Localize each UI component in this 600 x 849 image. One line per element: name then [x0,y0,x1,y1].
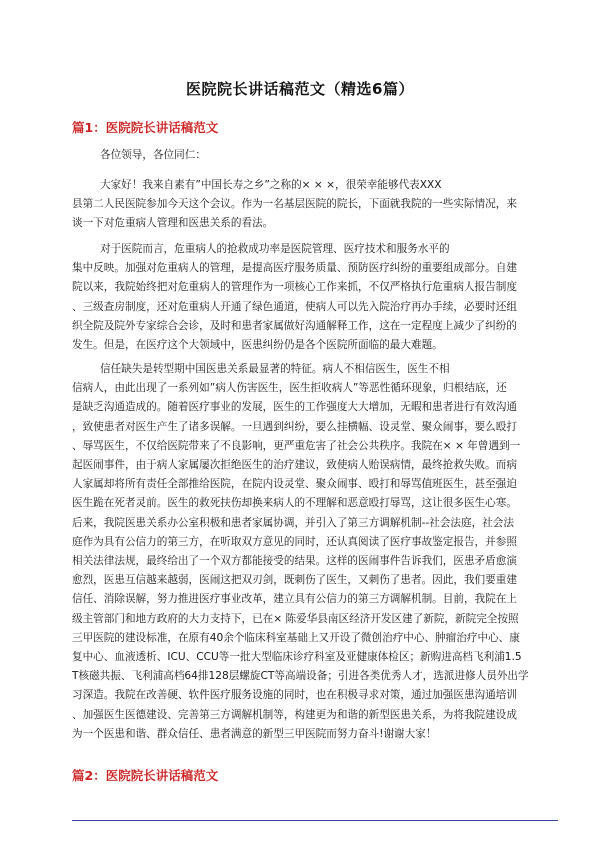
paragraph-line: 庭作为具有公信力的第三方，在听取双方意见的同时，还认真阅读了医疗事故鉴定报告，并参照 [72,535,517,548]
greeting-line: 各位领导，各位同仁： [100,149,206,161]
paragraph-3 [72,360,558,744]
paragraph-line: 发生。但是，在医疗这个大领域中，医患纠纷仍是各个医院所面临的最大难题。 [72,339,443,352]
paragraph-line: 相关法律法规，最终给出了一个双方都能接受的结果。这样的医闹事件告诉我们，医患矛盾愈演 [72,555,517,568]
section-1-heading: 篇1：医院院长讲话稿范文 [72,120,219,135]
paragraph-line: 三甲医院的建设标准，在原有40余个临床科室基础上又开设了微创治疗中心、肿瘤治疗中心、康 [72,631,520,644]
paragraph-line: 谈一下对危重病人管理和医患关系的看法。 [72,217,274,230]
paragraph-line: ，致使患者对医生产生了诸多误解。一旦遇到纠纷，要么挂横幅、设灵堂、聚众闹事，要么殴打 [72,420,517,433]
paragraph-line: 大家好！我来自素有”中国长寿之乡”之称的× × ×，很荣幸能够代表XXX [100,179,442,191]
paragraph-line: 信病人，由此出现了一系列如”病人伤害医生，医生拒收病人”等恶性循环现象，归根结底，还 [72,382,507,395]
paragraph-line: 起医闹事件，由于病人家属屡次拒绝医生的治疗建议，致使病人贻误病情，最终抢救失败。而病 [72,459,517,472]
paragraph-line: 级主管部门和地方政府的大力支持下，已在× 陈爱华县南区经济开发区建了新院，新院完全按照 [72,612,519,625]
paragraph-2 [72,240,558,355]
paragraph-line: 医生跪在死者灵前。医生的救死扶伤却换来病人的不理解和恶意殴打辱骂，这让很多医生心寒。 [72,497,517,510]
paragraph-line: 信任、消除误解，努力推进医疗事业改革，建立具有公信力的第三方调解机制。目前，我院在上 [72,593,517,606]
paragraph-line: T核磁共振、飞利浦高档64排128层螺旋CT等高端设备；引进各类优秀人才，选派进修人员外出学 [72,670,529,683]
paragraph-line: 复中心、血液透析、ICU、CCU等一批大型临床诊疗科室及亚健康体检区；新购进高档飞利浦1.5 [72,651,522,664]
paragraph-line: 愈烈，医患互信越来越弱，医闹这把双刃剑，既刺伤了医生，又刺伤了患者。因此，我们要重建 [72,574,517,587]
paragraph-line: 织全院及院外专家综合会诊，及时和患者家属做好沟通解释工作，这在一定程度上减少了纠纷的 [72,319,517,332]
paragraph-line: 县第二人民医院参加今天这个会议。作为一名基层医院的院长，下面就我院的一些实际情况，来 [72,198,517,211]
paragraph-line: 习深造。我院在改善硬、软件医疗服务设施的同时，也在积极寻求对策，通过加强医患沟通培训 [72,689,517,702]
paragraph-line: 信任缺失是转型期中国医患关系最显著的特征。病人不相信医生，医生不相 [100,363,450,375]
bottom-divider [72,820,558,821]
paragraph-line: 院以来，我院始终把对危重病人的管理作为一项核心工作来抓，不仅严格执行危重病人报告制度 [72,281,517,294]
paragraph-line: 、辱骂医生，不仅给医院带来了不良影响，更严重危害了社会公共秩序。我院在× × 年曾遇到一 [72,439,521,452]
document-title: 医院院长讲话稿范文（精选6篇） [186,80,414,98]
greeting [100,146,540,165]
paragraph-line: 为一个医患和谐、群众信任、患者满意的新型三甲医院而努力奋斗!谢谢大家！ [72,727,437,740]
paragraph-line: 、三级查房制度，还对危重病人开通了绿色通道，使病人可以先入院治疗再办手续，必要时还组 [72,300,517,313]
paragraph-1 [72,176,558,234]
section-2-heading: 篇2：医院院长讲话稿范文 [72,768,219,783]
paragraph-line: 人家属却将所有责任全部推给医院，在院内设灵堂、聚众闹事、殴打和辱骂值班医生，甚至强迫 [72,478,517,491]
paragraph-line: 集中反映。加强对危重病人的管理，是提高医疗服务质量、预防医疗纠纷的重要组成部分。自建 [72,262,517,275]
paragraph-line: 是缺乏沟通造成的。随着医疗事业的发展，医生的工作强度大大增加，无暇和患者进行有效沟通 [72,401,517,414]
paragraph-line: 后来，我院医患关系办公室积极和患者家属协调，并引入了第三方调解机制--社会法庭，社会法 [72,516,514,529]
paragraph-line: 、加强医生医德建设、完善第三方调解机制等，构建更为和谐的新型医患关系，为将我院建设成 [72,708,517,721]
paragraph-line: 对于医院而言，危重病人的抢救成功率是医院管理、医疗技术和服务水平的 [100,243,450,255]
